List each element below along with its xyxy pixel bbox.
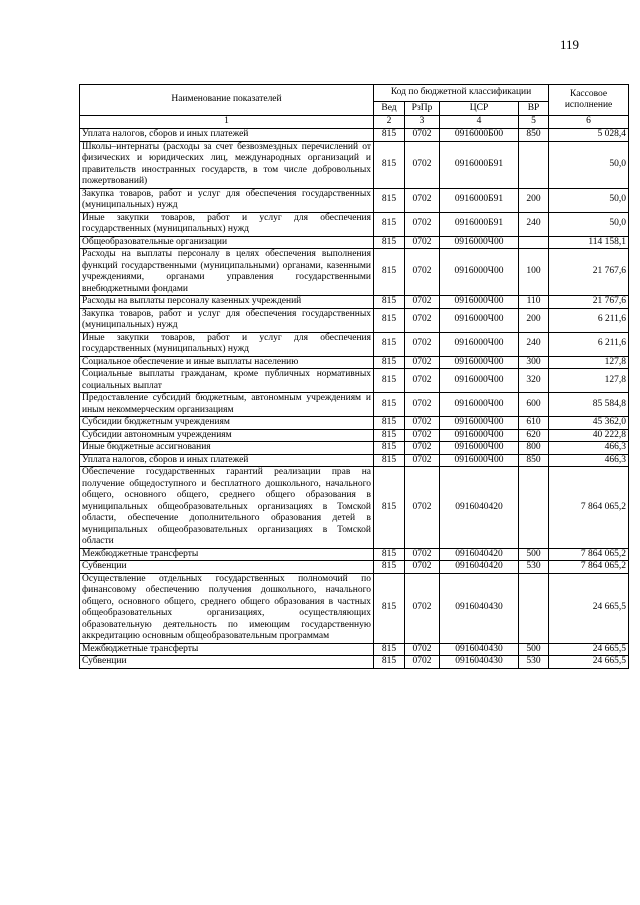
row-name-cell: Предоставление субсидий бюджетным, автономным учреждениям и иным некоммерческим организациям xyxy=(80,393,374,417)
table-row xyxy=(80,442,629,455)
row-vr-cell: 240 xyxy=(519,212,549,236)
row-name-cell: Межбюджетные трансферты xyxy=(80,548,374,561)
table-row xyxy=(80,296,629,309)
row-rzpr-cell: 0702 xyxy=(405,236,440,249)
row-csr-cell: 0916000Б91 xyxy=(440,141,519,188)
row-amount-cell: 50,0 xyxy=(549,212,629,236)
row-vr-cell: 530 xyxy=(519,561,549,574)
table-row xyxy=(80,548,629,561)
row-amount-cell: 5 028,4 xyxy=(549,129,629,142)
row-amount-cell: 21 767,6 xyxy=(549,249,629,296)
header-vr: ВР xyxy=(519,102,549,116)
row-vr-cell: 300 xyxy=(519,356,549,369)
row-vr-cell: 610 xyxy=(519,417,549,430)
row-amount-cell: 466,3 xyxy=(549,454,629,467)
row-csr-cell: 0916000Ч00 xyxy=(440,417,519,430)
header-code-group: Код по бюджетной классификации xyxy=(374,85,549,102)
row-amount-cell: 127,8 xyxy=(549,356,629,369)
row-csr-cell: 0916000Ч00 xyxy=(440,442,519,455)
header-ved: Вед xyxy=(374,102,405,116)
row-csr-cell: 0916040420 xyxy=(440,561,519,574)
row-amount-cell: 127,8 xyxy=(549,369,629,393)
row-vr-cell xyxy=(519,236,549,249)
row-ved-cell: 815 xyxy=(374,454,405,467)
row-rzpr-cell: 0702 xyxy=(405,548,440,561)
row-vr-cell: 600 xyxy=(519,393,549,417)
row-rzpr-cell: 0702 xyxy=(405,356,440,369)
row-csr-cell: 0916040420 xyxy=(440,548,519,561)
row-ved-cell: 815 xyxy=(374,308,405,332)
row-vr-cell: 850 xyxy=(519,454,549,467)
row-rzpr-cell: 0702 xyxy=(405,573,440,643)
row-amount-cell: 7 864 065,2 xyxy=(549,467,629,549)
row-amount-cell: 40 222,8 xyxy=(549,429,629,442)
table-row xyxy=(80,188,629,212)
row-ved-cell: 815 xyxy=(374,573,405,643)
row-csr-cell: 0916000Ч00 xyxy=(440,429,519,442)
budget-table xyxy=(79,84,629,669)
table-row xyxy=(80,467,629,549)
row-name-cell: Расходы на выплаты персоналу казенных учреждений xyxy=(80,296,374,309)
row-rzpr-cell: 0702 xyxy=(405,249,440,296)
row-csr-cell: 0916040430 xyxy=(440,643,519,656)
row-name-cell: Уплата налогов, сборов и иных платежей xyxy=(80,454,374,467)
row-vr-cell: 110 xyxy=(519,296,549,309)
row-rzpr-cell: 0702 xyxy=(405,442,440,455)
row-amount-cell: 24 665,5 xyxy=(549,573,629,643)
row-rzpr-cell: 0702 xyxy=(405,656,440,669)
row-rzpr-cell: 0702 xyxy=(405,429,440,442)
row-rzpr-cell: 0702 xyxy=(405,561,440,574)
row-ved-cell: 815 xyxy=(374,296,405,309)
row-csr-cell: 0916040430 xyxy=(440,573,519,643)
row-csr-cell: 0916040420 xyxy=(440,467,519,549)
table-row xyxy=(80,356,629,369)
row-name-cell: Расходы на выплаты персоналу в целях обеспечения выполнения функций государственными (муниципальными) органами, казенными учреждениями, органами управления государственными внебюджетными фондами xyxy=(80,249,374,296)
row-vr-cell: 620 xyxy=(519,429,549,442)
row-name-cell: Иные закупки товаров, работ и услуг для обеспечения государственных (муниципальных) нужд xyxy=(80,332,374,356)
row-ved-cell: 815 xyxy=(374,656,405,669)
row-ved-cell: 815 xyxy=(374,548,405,561)
row-name-cell: Закупка товаров, работ и услуг для обеспечения государственных (муниципальных) нужд xyxy=(80,188,374,212)
row-csr-cell: 0916000Б00 xyxy=(440,129,519,142)
row-rzpr-cell: 0702 xyxy=(405,188,440,212)
row-vr-cell: 100 xyxy=(519,249,549,296)
table-body xyxy=(80,129,629,669)
row-name-cell: Иные бюджетные ассигнования xyxy=(80,442,374,455)
row-csr-cell: 0916000Ч00 xyxy=(440,454,519,467)
row-vr-cell: 500 xyxy=(519,548,549,561)
row-vr-cell: 800 xyxy=(519,442,549,455)
row-rzpr-cell: 0702 xyxy=(405,212,440,236)
row-csr-cell: 0916000Б91 xyxy=(440,212,519,236)
row-rzpr-cell: 0702 xyxy=(405,332,440,356)
row-name-cell: Субвенции xyxy=(80,561,374,574)
row-csr-cell: 0916000Ч00 xyxy=(440,296,519,309)
row-rzpr-cell: 0702 xyxy=(405,369,440,393)
row-name-cell: Межбюджетные трансферты xyxy=(80,643,374,656)
row-vr-cell: 200 xyxy=(519,308,549,332)
table-row xyxy=(80,561,629,574)
row-ved-cell: 815 xyxy=(374,369,405,393)
row-amount-cell: 24 665,5 xyxy=(549,643,629,656)
row-ved-cell: 815 xyxy=(374,236,405,249)
header-rzpr: РзПр xyxy=(405,102,440,116)
row-csr-cell: 0916000Ч00 xyxy=(440,236,519,249)
row-vr-cell xyxy=(519,573,549,643)
header-name-column: Наименование показателей xyxy=(80,85,374,116)
row-name-cell: Обеспечение государственных гарантий реализации прав на получение общедоступного и бесплатного дошкольного, начального общего, основного общего, среднего общего образования в муниципальных общеобразовательных организациях в Томской области, обеспечение дополнительного образования детей в муниципальных общеобразовательных организациях в Томской области xyxy=(80,467,374,549)
row-csr-cell: 0916000Ч00 xyxy=(440,393,519,417)
row-name-cell: Закупка товаров, работ и услуг для обеспечения государственных (муниципальных) нужд xyxy=(80,308,374,332)
row-vr-cell: 850 xyxy=(519,129,549,142)
row-name-cell: Уплата налогов, сборов и иных платежей xyxy=(80,129,374,142)
row-vr-cell: 240 xyxy=(519,332,549,356)
row-vr-cell: 500 xyxy=(519,643,549,656)
header-col-number: 4 xyxy=(440,116,519,129)
table-row xyxy=(80,212,629,236)
table-row xyxy=(80,454,629,467)
row-csr-cell: 0916000Ч00 xyxy=(440,332,519,356)
row-amount-cell: 114 158,1 xyxy=(549,236,629,249)
row-ved-cell: 815 xyxy=(374,332,405,356)
row-rzpr-cell: 0702 xyxy=(405,129,440,142)
row-amount-cell: 21 767,6 xyxy=(549,296,629,309)
row-ved-cell: 815 xyxy=(374,249,405,296)
table-row xyxy=(80,236,629,249)
table-row xyxy=(80,573,629,643)
row-ved-cell: 815 xyxy=(374,188,405,212)
row-ved-cell: 815 xyxy=(374,393,405,417)
row-rzpr-cell: 0702 xyxy=(405,296,440,309)
row-ved-cell: 815 xyxy=(374,643,405,656)
table-row xyxy=(80,332,629,356)
page-number: 119 xyxy=(560,37,580,52)
row-name-cell: Субсидии бюджетным учреждениям xyxy=(80,417,374,430)
row-csr-cell: 0916000Б91 xyxy=(440,188,519,212)
row-amount-cell: 85 584,8 xyxy=(549,393,629,417)
table-row xyxy=(80,643,629,656)
row-name-cell: Субсидии автономным учреждениям xyxy=(80,429,374,442)
row-ved-cell: 815 xyxy=(374,467,405,549)
header-csr: ЦСР xyxy=(440,102,519,116)
header-cash-column: Кассовое исполнение xyxy=(549,85,629,116)
row-ved-cell: 815 xyxy=(374,429,405,442)
row-rzpr-cell: 0702 xyxy=(405,308,440,332)
row-amount-cell: 45 362,0 xyxy=(549,417,629,430)
row-amount-cell: 50,0 xyxy=(549,141,629,188)
table-row xyxy=(80,417,629,430)
table-row xyxy=(80,656,629,669)
row-vr-cell xyxy=(519,141,549,188)
row-amount-cell: 7 864 065,2 xyxy=(549,561,629,574)
row-rzpr-cell: 0702 xyxy=(405,467,440,549)
table-row xyxy=(80,249,629,296)
table-row xyxy=(80,369,629,393)
header-col-number: 1 xyxy=(80,116,374,129)
row-rzpr-cell: 0702 xyxy=(405,454,440,467)
row-amount-cell: 6 211,6 xyxy=(549,332,629,356)
row-ved-cell: 815 xyxy=(374,561,405,574)
row-rzpr-cell: 0702 xyxy=(405,393,440,417)
row-amount-cell: 466,3 xyxy=(549,442,629,455)
row-ved-cell: 815 xyxy=(374,141,405,188)
row-name-cell: Осуществление отдельных государственных полномочий по финансовому обеспечению получения дошкольного, начального общего, основного общего, среднего общего образования в частных общеобразовательных организациях, осуществляющих образовательную деятельность по имеющим государственную аккредитацию основным общеобразовательным программам xyxy=(80,573,374,643)
row-ved-cell: 815 xyxy=(374,356,405,369)
row-csr-cell: 0916000Ч00 xyxy=(440,369,519,393)
row-name-cell: Общеобразовательные организации xyxy=(80,236,374,249)
row-rzpr-cell: 0702 xyxy=(405,417,440,430)
table-row xyxy=(80,308,629,332)
row-amount-cell: 50,0 xyxy=(549,188,629,212)
row-csr-cell: 0916000Ч00 xyxy=(440,356,519,369)
header-col-number: 2 xyxy=(374,116,405,129)
row-name-cell: Субвенции xyxy=(80,656,374,669)
row-name-cell: Школы–интернаты (расходы за счет безвозмездных перечислений от физических и юридических лиц, международных организаций и правительств иностранных государств, в том числе добровольных пожертвований) xyxy=(80,141,374,188)
row-vr-cell: 200 xyxy=(519,188,549,212)
row-vr-cell xyxy=(519,467,549,549)
row-name-cell: Социальное обеспечение и иные выплаты населению xyxy=(80,356,374,369)
table-row xyxy=(80,393,629,417)
row-amount-cell: 6 211,6 xyxy=(549,308,629,332)
row-csr-cell: 0916000Ч00 xyxy=(440,308,519,332)
table-row xyxy=(80,141,629,188)
row-name-cell: Социальные выплаты гражданам, кроме публичных нормативных социальных выплат xyxy=(80,369,374,393)
table-row xyxy=(80,129,629,142)
header-col-number: 6 xyxy=(549,116,629,129)
row-amount-cell: 7 864 065,2 xyxy=(549,548,629,561)
header-col-number: 5 xyxy=(519,116,549,129)
row-vr-cell: 530 xyxy=(519,656,549,669)
row-rzpr-cell: 0702 xyxy=(405,141,440,188)
row-csr-cell: 0916000Ч00 xyxy=(440,249,519,296)
table-row xyxy=(80,429,629,442)
row-ved-cell: 815 xyxy=(374,442,405,455)
row-ved-cell: 815 xyxy=(374,212,405,236)
row-ved-cell: 815 xyxy=(374,129,405,142)
row-ved-cell: 815 xyxy=(374,417,405,430)
row-amount-cell: 24 665,5 xyxy=(549,656,629,669)
row-vr-cell: 320 xyxy=(519,369,549,393)
row-rzpr-cell: 0702 xyxy=(405,643,440,656)
header-col-number: 3 xyxy=(405,116,440,129)
row-name-cell: Иные закупки товаров, работ и услуг для обеспечения государственных (муниципальных) нужд xyxy=(80,212,374,236)
row-csr-cell: 0916040430 xyxy=(440,656,519,669)
